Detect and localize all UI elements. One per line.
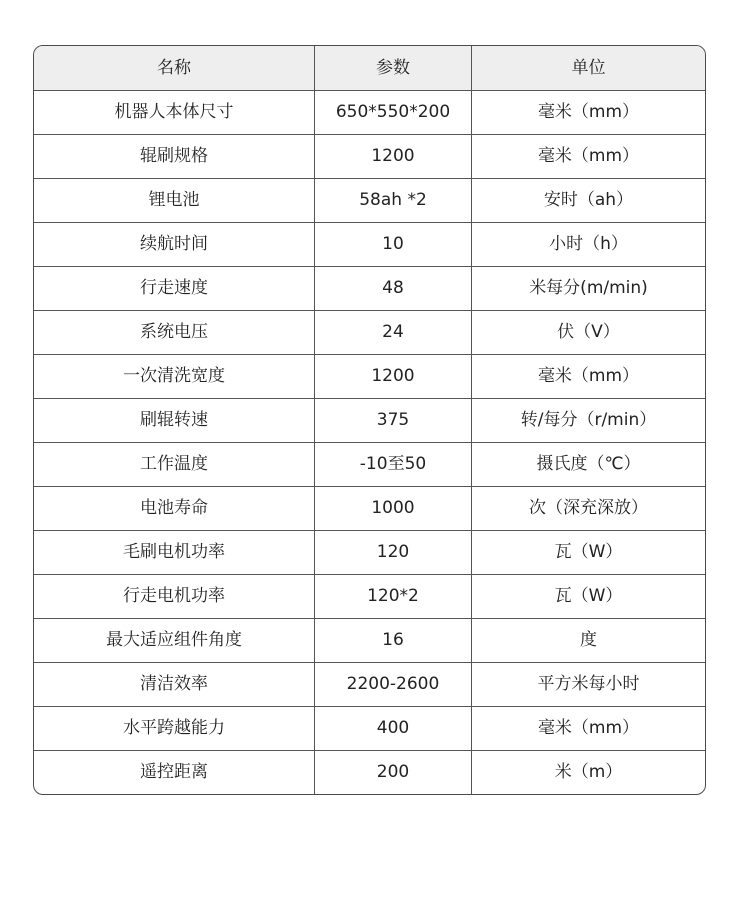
cell-value: 58ah *2 bbox=[315, 179, 472, 222]
cell-unit: 摄氏度（℃） bbox=[536, 454, 641, 474]
table-row bbox=[34, 398, 705, 442]
cell-name: 行走电机功率 bbox=[34, 575, 315, 618]
cell-name: 行走速度 bbox=[34, 267, 315, 310]
cell-value: 2200-2600 bbox=[315, 663, 472, 706]
header-unit: 单位 bbox=[571, 57, 606, 78]
cell-name: 清洁效率 bbox=[34, 663, 315, 706]
cell-unit: 毫米（mm） bbox=[537, 146, 640, 166]
cell-name: 电池寿命 bbox=[34, 487, 315, 530]
table-row bbox=[34, 178, 705, 222]
header-value: 参数 bbox=[315, 46, 472, 90]
table-row bbox=[34, 530, 705, 574]
table-row bbox=[34, 222, 705, 266]
table-row bbox=[34, 706, 705, 750]
cell-unit: 小时（h） bbox=[549, 234, 628, 254]
cell-unit: 瓦（W） bbox=[554, 586, 623, 606]
cell-name: 锂电池 bbox=[34, 179, 315, 222]
cell-value: 650*550*200 bbox=[315, 91, 472, 134]
cell-value: 200 bbox=[315, 751, 472, 794]
cell-unit: 瓦（W） bbox=[554, 542, 623, 562]
cell-unit: 毫米（mm） bbox=[537, 102, 640, 122]
cell-unit: 毫米（mm） bbox=[537, 366, 640, 386]
cell-unit: 次（深充深放） bbox=[529, 498, 648, 518]
table-row bbox=[34, 662, 705, 706]
cell-value: 120 bbox=[315, 531, 472, 574]
cell-value: 1200 bbox=[315, 355, 472, 398]
cell-value: 10 bbox=[315, 223, 472, 266]
cell-name: 最大适应组件角度 bbox=[34, 619, 315, 662]
table-header-row bbox=[34, 46, 705, 90]
cell-unit: 伏（V） bbox=[557, 322, 620, 342]
cell-name: 遥控距离 bbox=[34, 751, 315, 794]
cell-name: 机器人本体尺寸 bbox=[34, 91, 315, 134]
cell-unit: 毫米（mm） bbox=[537, 718, 640, 738]
cell-value: 400 bbox=[315, 707, 472, 750]
cell-unit: 米每分(m/min) bbox=[529, 278, 648, 298]
cell-name: 一次清洗宽度 bbox=[34, 355, 315, 398]
table-row bbox=[34, 618, 705, 662]
table-row bbox=[34, 486, 705, 530]
table-row bbox=[34, 266, 705, 310]
cell-value: 48 bbox=[315, 267, 472, 310]
table-row bbox=[34, 90, 705, 134]
cell-name: 水平跨越能力 bbox=[34, 707, 315, 750]
table-row bbox=[34, 442, 705, 486]
cell-unit: 度 bbox=[580, 630, 597, 650]
table-row bbox=[34, 574, 705, 618]
table-row bbox=[34, 354, 705, 398]
header-name: 名称 bbox=[34, 46, 315, 90]
cell-value: 375 bbox=[315, 399, 472, 442]
cell-value: -10至50 bbox=[315, 443, 472, 486]
table-row bbox=[34, 134, 705, 178]
cell-value: 120*2 bbox=[315, 575, 472, 618]
cell-unit: 安时（ah） bbox=[543, 190, 634, 210]
cell-value: 1200 bbox=[315, 135, 472, 178]
cell-name: 系统电压 bbox=[34, 311, 315, 354]
cell-unit: 平方米每小时 bbox=[537, 674, 640, 694]
cell-value: 1000 bbox=[315, 487, 472, 530]
cell-unit: 米（m） bbox=[554, 762, 623, 782]
spec-table bbox=[33, 45, 706, 795]
table-row bbox=[34, 310, 705, 354]
cell-unit: 转/每分（r/min） bbox=[520, 410, 657, 430]
cell-name: 工作温度 bbox=[34, 443, 315, 486]
cell-name: 辊刷规格 bbox=[34, 135, 315, 178]
cell-value: 16 bbox=[315, 619, 472, 662]
table-body bbox=[34, 90, 705, 794]
cell-name: 毛刷电机功率 bbox=[34, 531, 315, 574]
cell-value: 24 bbox=[315, 311, 472, 354]
cell-name: 续航时间 bbox=[34, 223, 315, 266]
table-row bbox=[34, 750, 705, 794]
cell-name: 刷辊转速 bbox=[34, 399, 315, 442]
